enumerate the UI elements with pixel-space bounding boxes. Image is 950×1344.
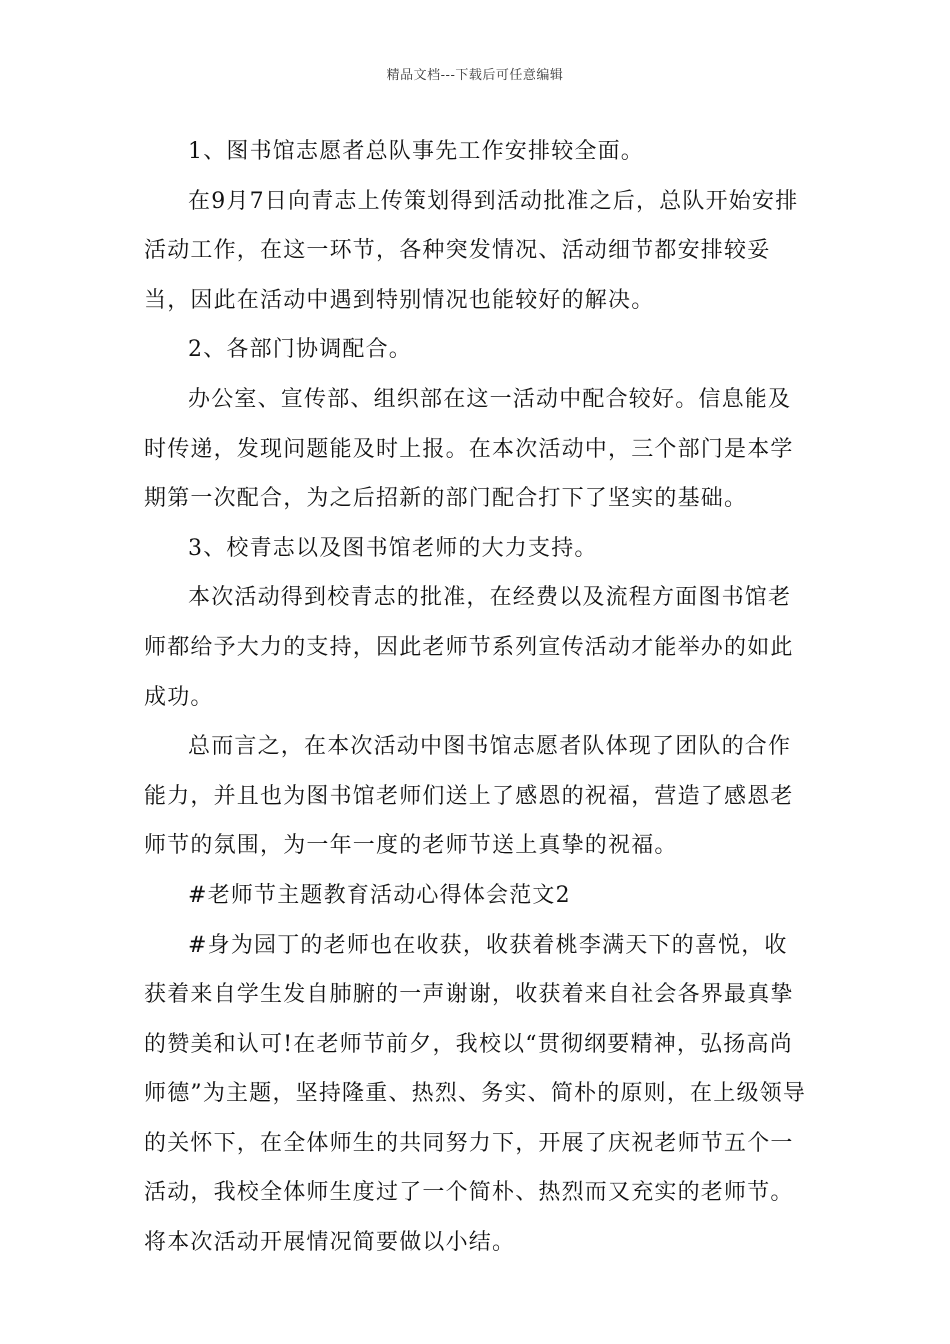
paragraph: 2、各部门协调配合。 [188, 337, 412, 363]
paragraph: 总而言之，在本次活动中图书馆志愿者队体现了团队的合作能力，并且也为图书馆老师们送上了感恩的祝福，营造了感恩老师节的氛围，为一年一度的老师节送上真挚的祝福。 [144, 734, 794, 859]
section-heading: #老师节主题教育活动心得体会范文2 [188, 882, 571, 908]
paragraph: #身为园丁的老师也在收获，收获着桃李满天下的喜悦，收获着来自学生发自肺腑的一声谢谢，收获着来自社会各界最真挚的赞美和认可!在老师节前夕，我校以“贯彻纲要精神，弘扬高尚师德”为主题，坚持隆重、热烈、务实、简朴的原则，在上级领导的关怀下，在全体师生的共同努力下，开展了庆祝老师节五个一活动，我校全体师生度过了一个简朴、热烈而又充实的老师节。将本次活动开展情况简要做以小结。 [144, 932, 807, 1256]
paragraph: 办公室、宣传部、组织部在这一活动中配合较好。信息能及时传递，发现问题能及时上报。在本次活动中，三个部门是本学期第一次配合，为之后招新的部门配合打下了坚实的基础。 [144, 386, 794, 512]
paragraph: 1、图书馆志愿者总队事先工作安排较全面。 [188, 139, 644, 164]
paragraph: 3、校青志以及图书馆老师的大力支持。 [188, 535, 598, 561]
paragraph: 在9月7日向青志上传策划得到活动批准之后，总队开始安排活动工作，在这一环节，各种突发情况、活动细节都安排较妥当，因此在活动中遇到特别情况也能较好的解决。 [144, 188, 799, 313]
page-header: 精品文档---下载后可任意编辑 [386, 68, 564, 83]
paragraph: 本次活动得到校青志的批准，在经费以及流程方面图书馆老师都给予大力的支持，因此老师节系列宣传活动才能举办的如此成功。 [144, 585, 794, 710]
document-body [144, 127, 808, 1268]
